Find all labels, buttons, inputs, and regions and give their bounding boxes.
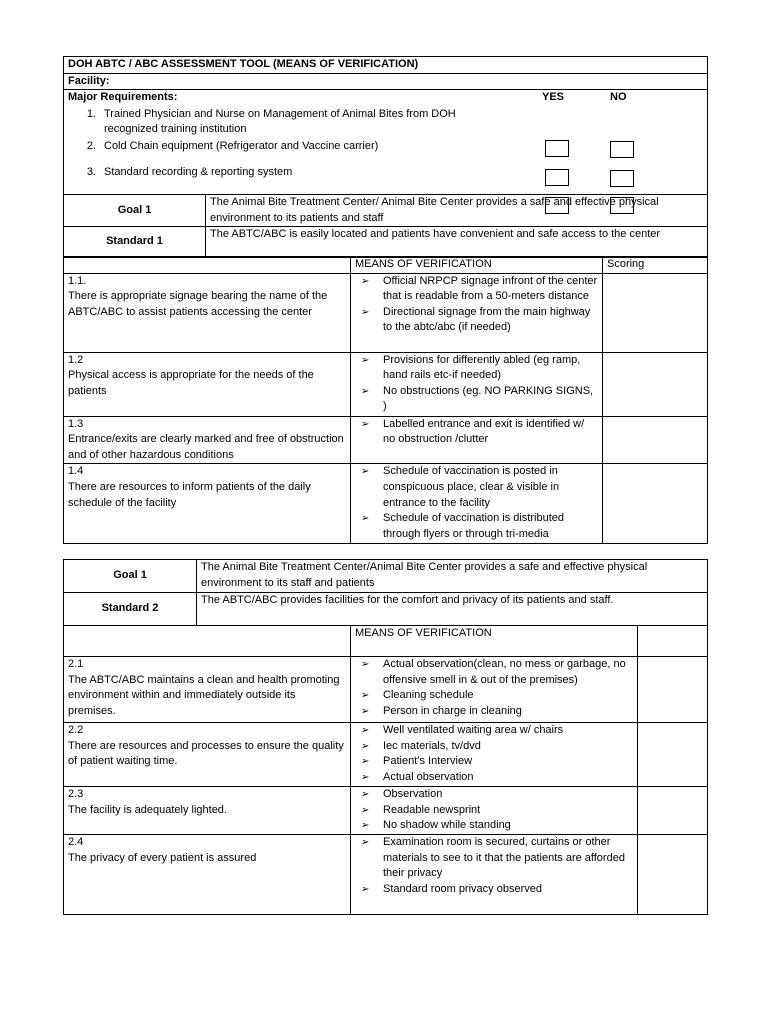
indicator-cell [64,352,351,416]
arrow-bullet-icon: ➢ [361,513,370,525]
list-item: ➢ Provisions for differently abled (eg ramp, hand rails etc-if needed) [361,353,581,382]
arrow-bullet-icon: ➢ [361,306,370,318]
standard2-items-table [63,625,708,915]
scoring-cell[interactable] [638,787,708,835]
scoring-header [638,626,708,657]
scoring-header: Scoring [603,257,708,274]
indicator-number: 1.3 [68,417,84,430]
indicator-text: There are resources and processes to ensure the quality of patient waiting time. [68,739,344,768]
arrow-bullet-icon: ➢ [361,837,370,848]
scoring-cell[interactable] [638,835,708,915]
major-requirements-label: Major Requirements: [68,91,178,104]
requirement-item [68,107,703,138]
mov-cell [351,787,638,835]
requirement-number: 2. [86,139,96,152]
no-column-label: NO [610,91,627,104]
list-item: ➢ Schedule of vaccination is posted in conspicuous place, clear & visible in entrance to the facility [361,465,560,509]
mov-cell [351,273,603,352]
list-item: ➢ Directional signage from the main highway to the abtc/abc (if needed) [361,305,591,334]
indicator-number: 1.2 [68,353,84,366]
list-item: ➢ No shadow while standing [355,818,633,834]
goal1-standard2-table [63,559,708,626]
arrow-bullet-icon: ➢ [361,466,370,478]
requirement-item [68,139,703,155]
mov-cell [351,464,603,544]
no-checkbox-2[interactable] [610,170,634,187]
table-row [64,273,708,352]
arrow-bullet-icon: ➢ [361,659,370,670]
mov-cell [351,657,638,723]
column-header-row [64,626,708,657]
arrow-bullet-icon: ➢ [361,740,370,752]
table-row [64,787,708,835]
list-item: ➢ Person in charge in cleaning [355,704,633,720]
indicator-text: There are resources to inform patients of the daily schedule of the facility [68,480,311,509]
indicator-text: The privacy of every patient is assured [68,851,257,864]
indicator-number: 2.2 [68,724,84,736]
indicator-cell [64,657,351,723]
major-requirements-cell [64,90,708,195]
indicator-header [64,257,351,274]
table-row [64,464,708,544]
yes-checkbox-2[interactable] [545,169,569,186]
arrow-bullet-icon: ➢ [361,705,370,717]
list-item: ➢ Examination room is secured, curtains or other materials to see to it that the patients are afforded their privacy [361,836,625,880]
scoring-cell[interactable] [603,416,708,464]
mov-cell [351,416,603,464]
indicator-number: 2.1 [68,658,84,670]
scoring-cell[interactable] [638,657,708,723]
goal1-standard1-table [63,194,708,258]
arrow-bullet-icon: ➢ [361,385,370,397]
table-row [64,657,708,723]
requirement-number: 3. [86,165,96,178]
requirement-text: Trained Physician and Nurse on Management of Animal Bites from DOH recognized training institution [104,107,456,136]
no-checkbox-1[interactable] [610,141,634,158]
list-item: ➢ Cleaning schedule [355,688,633,704]
arrow-bullet-icon: ➢ [361,789,370,800]
arrow-bullet-icon: ➢ [361,771,370,783]
list-item: ➢ Iec materials, tv/dvd [355,739,633,755]
list-item: ➢ Patient’s Interview [355,754,633,770]
indicator-cell [64,416,351,464]
arrow-bullet-icon: ➢ [361,804,370,816]
list-item: ➢ Observation [355,787,633,803]
mov-header: MEANS OF VERIFICATION [351,626,638,657]
indicator-text: Physical access is appropriate for the needs of the patients [68,369,314,397]
indicator-text: There is appropriate signage bearing the name of the ABTC/ABC to assist patients accessing the center [68,290,328,318]
yes-column-label: YES [542,91,565,104]
list-item: ➢ No obstructions (eg. NO PARKING SIGNS, ) [361,384,594,413]
arrow-bullet-icon: ➢ [361,418,370,430]
indicator-number: 2.4 [68,836,84,848]
list-item: ➢ Actual observation(clean, no mess or garbage, no offensive smell in & out of the premises) [361,658,626,686]
table-row [64,352,708,416]
goal-label: Goal 1 [64,560,197,593]
indicator-number: 2.3 [68,788,84,800]
scoring-cell[interactable] [603,273,708,352]
requirement-text: Cold Chain equipment (Refrigerator and Vaccine carrier) [104,139,379,152]
standard-text: The ABTC/ABC is easily located and patients have convenient and safe access to the center [206,227,708,258]
goal-label: Goal 1 [64,195,206,227]
arrow-bullet-icon: ➢ [361,820,370,832]
indicator-cell [64,273,351,352]
indicator-text: The ABTC/ABC maintains a clean and health promoting environment within and immediately outside its premises. [68,673,340,717]
assessment-header-table [63,56,708,195]
arrow-bullet-icon: ➢ [361,725,370,736]
indicator-number: 1.1. [68,274,87,287]
scoring-cell[interactable] [603,464,708,544]
goal-text: The Animal Bite Treatment Center/Animal Bite Center provides a safe and effective physical environment to its staff and patients [197,560,708,593]
table-row [64,416,708,464]
mov-cell [351,352,603,416]
list-item: ➢ Actual observation [355,770,633,786]
mov-cell [351,723,638,787]
indicator-cell [64,464,351,544]
indicator-cell [64,835,351,915]
arrow-bullet-icon: ➢ [361,756,370,768]
standard-label: Standard 2 [64,593,197,626]
column-header-row [64,257,708,274]
standard-text: The ABTC/ABC provides facilities for the comfort and privacy of its patients and staff. [197,593,708,626]
indicator-number: 1.4 [68,465,84,478]
mov-cell [351,835,638,915]
list-item: ➢ Schedule of vaccination is distributed through flyers or through tri-media [361,512,564,540]
facility-label: Facility: [64,73,708,90]
list-item: ➢ Official NRPCP signage infront of the center that is readable from a 50-meters distance [361,274,598,303]
list-item: ➢ Well ventilated waiting area w/ chairs [355,723,633,739]
document-title: DOH ABTC / ABC ASSESSMENT TOOL (MEANS OF VERIFICATION) [64,57,708,74]
scoring-cell[interactable] [603,352,708,416]
arrow-bullet-icon: ➢ [361,690,370,702]
arrow-bullet-icon: ➢ [361,354,370,366]
arrow-bullet-icon: ➢ [361,883,370,895]
list-item: ➢ Labelled entrance and exit is identified w/ no obstruction /clutter [361,417,585,446]
indicator-cell [64,787,351,835]
goal-text: The Animal Bite Treatment Center/ Animal Bite Center provides a safe and effective physical environment to its patients and staff [206,195,708,227]
indicator-cell [64,723,351,787]
scoring-cell[interactable] [638,723,708,787]
table-row [64,835,708,915]
requirement-number: 1. [86,107,96,120]
list-item: ➢ Readable newsprint [355,803,633,819]
table-row [64,723,708,787]
list-item: ➢ Standard room privacy observed [355,882,633,898]
indicator-header [64,626,351,657]
standard-label: Standard 1 [64,227,206,258]
mov-header: MEANS OF VERIFICATION [351,257,603,274]
standard1-items-table [63,256,708,544]
yes-checkbox-1[interactable] [545,140,569,157]
indicator-text: Entrance/exits are clearly marked and free of obstruction and of other hazardous conditions [68,433,344,461]
requirement-item [68,165,703,181]
requirement-text: Standard recording & reporting system [104,165,293,178]
indicator-text: The facility is adequately lighted. [68,803,227,816]
arrow-bullet-icon: ➢ [361,275,370,287]
